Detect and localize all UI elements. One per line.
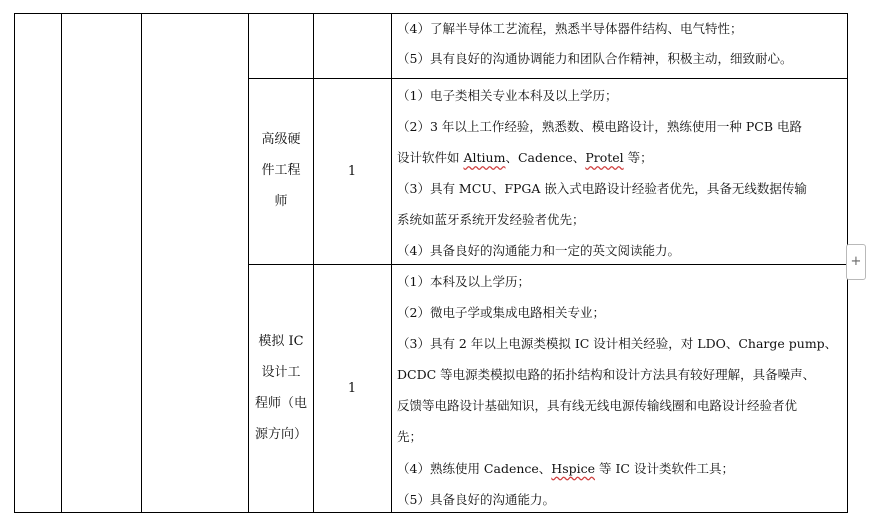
requirement-line: （1）电子类相关专业本科及以上学历； [397,88,618,103]
requirement-line: 系统如蓝牙系统开发经验者优先； [397,212,585,228]
requirement-line: 先； [397,429,423,445]
spellcheck-word: Hspice [551,460,596,476]
spellcheck-word: Protel [585,150,624,166]
requirement-line: （3）具有 MCU、FPGA 嵌入式电路设计经验者优先，具备无线数据传输 [397,181,807,197]
job-title-line: 程师（电 [254,396,307,411]
job-title-line: 件工程 [261,163,301,178]
requirement-line: （5）具有良好的沟通协调能力和团队合作精神，积极主动，细致耐心。 [397,50,793,66]
headcount-cell: 1 [347,164,357,179]
add-row-button[interactable]: + [846,244,866,280]
requirement-line: 设计软件如 Altium、Cadence、Protel 等； [397,150,653,166]
requirement-line: （5）具备良好的沟通能力。 [397,491,555,507]
requirement-line: （2）微电子学或集成电路相关专业； [397,305,605,321]
requirement-line: （4）具备良好的沟通能力和一定的英文阅读能力。 [397,243,680,259]
headcount-cell: 1 [347,381,357,396]
requirement-line: （3）具有 2 年以上电源类模拟 IC 设计相关经验，对 LDO、Charge pump、 [397,336,838,352]
requirements-cell [397,80,841,267]
requirement-line: （4）了解半导体工艺流程，熟悉半导体器件结构、电气特性； [397,21,743,36]
job-title-line: 师 [274,194,288,209]
row-divider [248,78,848,79]
job-title-line: 设计工 [261,365,301,380]
column-divider [141,13,142,513]
requirement-line: （4）熟练使用 Cadence、Hspice 等 IC 设计类软件工具； [397,460,734,476]
job-title-cell [248,124,314,217]
job-title-line: 高级硬 [261,132,301,147]
column-divider [391,13,392,513]
requirements-cell [397,14,841,73]
requirement-line: DCDC 等电源类模拟电路的拓扑结构和设计方法具有较好理解，具备噪声、 [397,367,816,383]
job-title-line: 源方向） [254,427,307,442]
requirement-line: （1）本科及以上学历； [397,274,530,289]
requirement-line: 反馈等电路设计基础知识，具有线无线电源传输线圈和电路设计经验者优 [397,398,798,414]
column-divider [61,13,62,513]
requirement-line: （2）3 年以上工作经验，熟悉数、模电路设计，熟练使用一种 PCB 电路 [397,119,802,135]
job-title-cell [248,326,314,450]
spellcheck-word: Altium [463,150,506,166]
job-title-line: 模拟 IC [258,334,304,349]
requirements-cell [397,266,841,515]
table-left-border [14,13,15,513]
